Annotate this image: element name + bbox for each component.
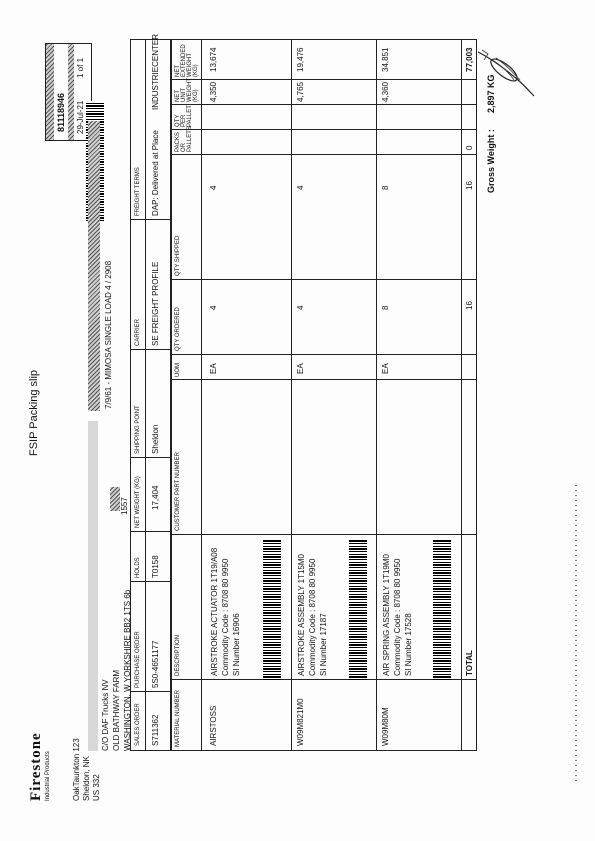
footer-print-noise — [575, 481, 577, 781]
doc-ref-hatch — [110, 487, 120, 511]
row2-qty-ordered: 4 — [296, 305, 305, 310]
row3-desc-line: SI Number 17528 — [404, 613, 413, 676]
slip-number: 81118946 — [56, 92, 66, 132]
items-table — [170, 39, 477, 751]
ship-to-address — [100, 590, 133, 751]
row1-description — [209, 548, 242, 676]
freight-incoterm-value: INDUSTRIECENTER — [151, 33, 160, 110]
row1-barcode — [263, 540, 281, 680]
header-purchase-order: PURCHASE ORDER — [135, 631, 141, 688]
gross-weight-label: Gross Weight : — [486, 129, 496, 193]
row3-qty-ordered: 8 — [381, 305, 390, 310]
row2-material: W09M821M0 — [296, 698, 305, 746]
header-freight-terms: FREIGHT TERMS — [135, 167, 141, 216]
remark-header-hatch — [88, 121, 100, 411]
row2-description — [296, 554, 329, 676]
row1-desc-line: SI Number 16906 — [232, 613, 241, 676]
page-title: FSIP Packing slip — [28, 369, 40, 456]
ship-to-line: WASHINGTON, W YORKSHIRE BB2 1TS 6b — [123, 589, 132, 751]
slip-header-hatch — [46, 44, 54, 140]
date-header-hatch — [68, 44, 74, 140]
row3-uom: EA — [381, 363, 390, 374]
col-net-extended-weight: NET EXTENDED WEIGHT (KG) — [175, 44, 199, 77]
row3-desc-line: AIR SPRING ASSEMBLY 1T19M0 — [382, 554, 391, 676]
row3-barcode — [433, 540, 451, 680]
row1-unit-weight: 4,350 — [209, 81, 218, 102]
col-net-unit-weight: NET UNIT WEIGHT (KG) — [175, 78, 199, 102]
row1-desc-line: AIRSTROKE ACTUATOR 1T19/A08 — [210, 547, 219, 676]
brand-logo: Firestone — [28, 732, 44, 801]
net-weight-value: 17,404 — [151, 485, 160, 510]
shipping-point-value: Sheldon — [151, 424, 160, 454]
total-qty-shipped: 16 — [465, 181, 474, 190]
total-packs: 0 — [465, 145, 474, 150]
slip-info-box — [45, 43, 92, 141]
header-carrier: CARRIER — [135, 318, 141, 346]
col-description: DESCRIPTION — [175, 634, 181, 676]
row3-unit-weight: 4,360 — [381, 81, 390, 102]
row1-qty-ordered: 4 — [209, 305, 218, 310]
row1-uom: EA — [209, 363, 218, 374]
sales-order-value: S711362 — [151, 714, 160, 746]
gross-weight-value: 2,897 KG — [486, 74, 496, 113]
address-line: OakTaunkton 123 — [72, 738, 81, 801]
slip-date: 29-Jul-21 — [76, 100, 85, 134]
col-material-number: MATERIAL NUMBER — [175, 689, 181, 747]
row3-ext-weight: 34,851 — [381, 47, 390, 72]
col-qty-ordered: QTY ORDERED — [175, 307, 181, 351]
remark-text: 7/9/61 - MIMOSA SINGLE LOAD 4 / 2908 — [104, 260, 113, 409]
total-ext-weight: 77,003 — [465, 47, 474, 72]
header-net-weight: NET WEIGHT (KG) — [135, 476, 141, 528]
carrier-value: SE FREIGHT PROFILE — [151, 261, 160, 346]
row2-desc-line: SI Number 17187 — [319, 613, 328, 676]
row1-qty-shipped: 4 — [209, 185, 218, 190]
total-label: TOTAL — [465, 650, 474, 676]
order-header-table — [130, 33, 172, 751]
row1-material: AIRSTOSS — [209, 705, 218, 746]
row2-desc-line: AIRSTROKE ASSEMBLY 1T15M0 — [297, 554, 306, 676]
col-qty-per-pallet: QTY PER PALLET — [175, 105, 193, 127]
row2-ext-weight: 19,476 — [296, 47, 305, 72]
ship-to-header — [88, 421, 98, 751]
row2-uom: EA — [296, 363, 305, 374]
row2-unit-weight: 4,765 — [296, 81, 305, 102]
row2-qty-shipped: 4 — [296, 185, 305, 190]
freight-terms-value: DAP: Delivered at Place — [151, 130, 160, 216]
col-qty-shipped: QTY SHIPPED — [175, 235, 181, 276]
row3-desc-line: Commodity Code : 8708 80 9950 — [393, 558, 402, 676]
slip-page: 1 of 1 — [76, 57, 85, 78]
header-shipping-point: SHIPPING POINT — [135, 405, 141, 454]
col-packs: PACKS OR PALLETS — [175, 126, 193, 152]
address-line: US 332 — [92, 774, 101, 801]
col-customer-part: CUSTOMER PART NUMBER — [175, 452, 181, 531]
row3-qty-shipped: 8 — [381, 185, 390, 190]
header-sales-order: SALES ORDER — [135, 703, 141, 746]
col-uom: UOM — [175, 363, 181, 377]
row2-barcode — [349, 540, 367, 680]
total-qty-ordered: 16 — [465, 301, 474, 310]
purchase-order-value: 5S0-4651177 — [151, 640, 160, 688]
ship-to-line: C/O DAF Trucks NV — [101, 679, 110, 751]
doc-ref: 1557 — [120, 497, 129, 515]
row3-description — [381, 554, 414, 676]
brand-subtitle: Industrial Products — [45, 751, 51, 801]
header-holds: HOLDS — [135, 557, 141, 578]
ship-to-line: OLD BATHWAY FARM — [112, 669, 121, 751]
row3-material: W09M80M — [381, 707, 390, 746]
row2-desc-line: Commodity Code : 8708 80 9950 — [308, 558, 317, 676]
holds-value: T0158 — [151, 555, 160, 578]
row1-ext-weight: 13,674 — [209, 47, 218, 72]
row1-desc-line: Commodity Code : 8708 80 9950 — [221, 558, 230, 676]
address-line: Sheldon, NK — [82, 756, 91, 801]
